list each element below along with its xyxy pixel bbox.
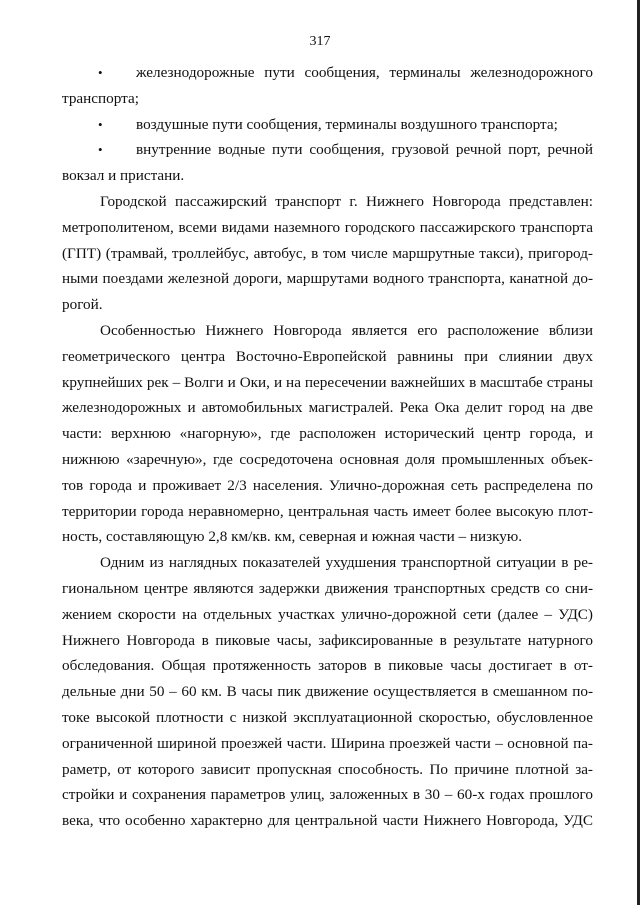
bullet-text: железнодорожные пути сообщения, терминалы железнодорожного bbox=[136, 64, 593, 81]
text-line: ность, составляющую 2,8 км/кв. км, северная и южная части – низкую. bbox=[62, 528, 523, 546]
page-number: 317 bbox=[309, 34, 331, 49]
bullet-icon: • bbox=[98, 142, 103, 158]
text-line: железнодорожных и автомобильных магистралей. Река Ока делит город на две bbox=[62, 399, 593, 417]
text-line: раметр, от которого зависит пропускная способность. По причине плотной за- bbox=[62, 760, 593, 778]
text-line: Нижнего Новгорода в пиковые часы, зафиксированные в результате натурного bbox=[62, 631, 593, 649]
text-line: части: верхнюю «нагорную», где расположен исторический центр города, и bbox=[62, 425, 593, 443]
text-line: территории города неравномерно, центральная часть имеет более высокую плот- bbox=[62, 502, 593, 520]
text-line: метрополитеном, всеми видами наземного городского пассажирского транспорта bbox=[62, 218, 593, 236]
paragraph bbox=[62, 550, 593, 834]
text-line: (ГПТ) (трамвай, троллейбус, автобус, в том числе маршрутные такси), пригород- bbox=[62, 244, 593, 262]
text-line: века, что особенно характерно для центральной части Нижнего Новгорода, УДС bbox=[62, 812, 593, 830]
bullet-line bbox=[62, 112, 593, 138]
bullet-text: воздушные пути сообщения, терминалы воздушного транспорта; bbox=[136, 115, 558, 133]
text-line: Одним из наглядных показателей ухудшения транспортной ситуации в ре- bbox=[100, 554, 593, 572]
text-line: токе высокой плотности с низкой эксплуатационной скоростью, обусловленное bbox=[62, 708, 593, 726]
text-line: Городской пассажирский транспорт г. Нижнего Новгорода представлен: bbox=[100, 192, 593, 210]
document-body bbox=[62, 60, 593, 834]
bullet-icon: • bbox=[98, 65, 103, 80]
text-line: стройки и сохранения параметров улиц, заложенных в 30 – 60-х годах прошлого bbox=[62, 786, 593, 804]
bullet-line bbox=[62, 60, 593, 86]
text-line: ограниченной шириной проезжей части. Ширина проезжей части – основной па- bbox=[62, 734, 593, 752]
bullet-line bbox=[62, 137, 593, 163]
text-line: тов города и проживает 2/3 населения. Улично-дорожная сеть распределена по bbox=[62, 476, 593, 494]
text-line: вокзал и пристани. bbox=[62, 167, 185, 185]
text-line: геометрического центра Восточно-Европейской равнины при слиянии двух bbox=[62, 347, 593, 365]
bullet-item bbox=[62, 60, 593, 112]
bullet-text: внутренние водные пути сообщения, грузовой речной порт, речной bbox=[136, 141, 593, 159]
paragraph bbox=[62, 189, 593, 318]
text-line: дельные дни 50 – 60 км. В часы пик движение осуществляется в смешанном по- bbox=[62, 683, 593, 701]
text-line: жением скорости на отдельных участках улично-дорожной сети (далее – УДС) bbox=[62, 605, 593, 623]
text-line: нижнюю «заречную», где сосредоточена основная доля промышленных объек- bbox=[62, 450, 593, 468]
bullet-item bbox=[62, 112, 593, 138]
text-line: рогой. bbox=[62, 296, 103, 314]
bullet-icon: • bbox=[98, 116, 103, 132]
paragraph bbox=[62, 318, 593, 550]
text-line: гиональном центре являются задержки движения транспортных средств со сни- bbox=[62, 579, 593, 597]
bullet-item bbox=[62, 137, 593, 189]
text-line: Особенностью Нижнего Новгорода является его расположение вблизи bbox=[100, 321, 593, 339]
text-line: крупнейших рек – Волги и Оки, и на пересечении важнейших в масштабе страны bbox=[62, 373, 593, 391]
text-line: транспорта; bbox=[62, 89, 139, 107]
text-line: обследования. Общая протяженность заторов в пиковые часы достигает в от- bbox=[62, 657, 593, 675]
text-line: ными поездами железной дороги, маршрутами водного транспорта, канатной до- bbox=[62, 270, 593, 288]
